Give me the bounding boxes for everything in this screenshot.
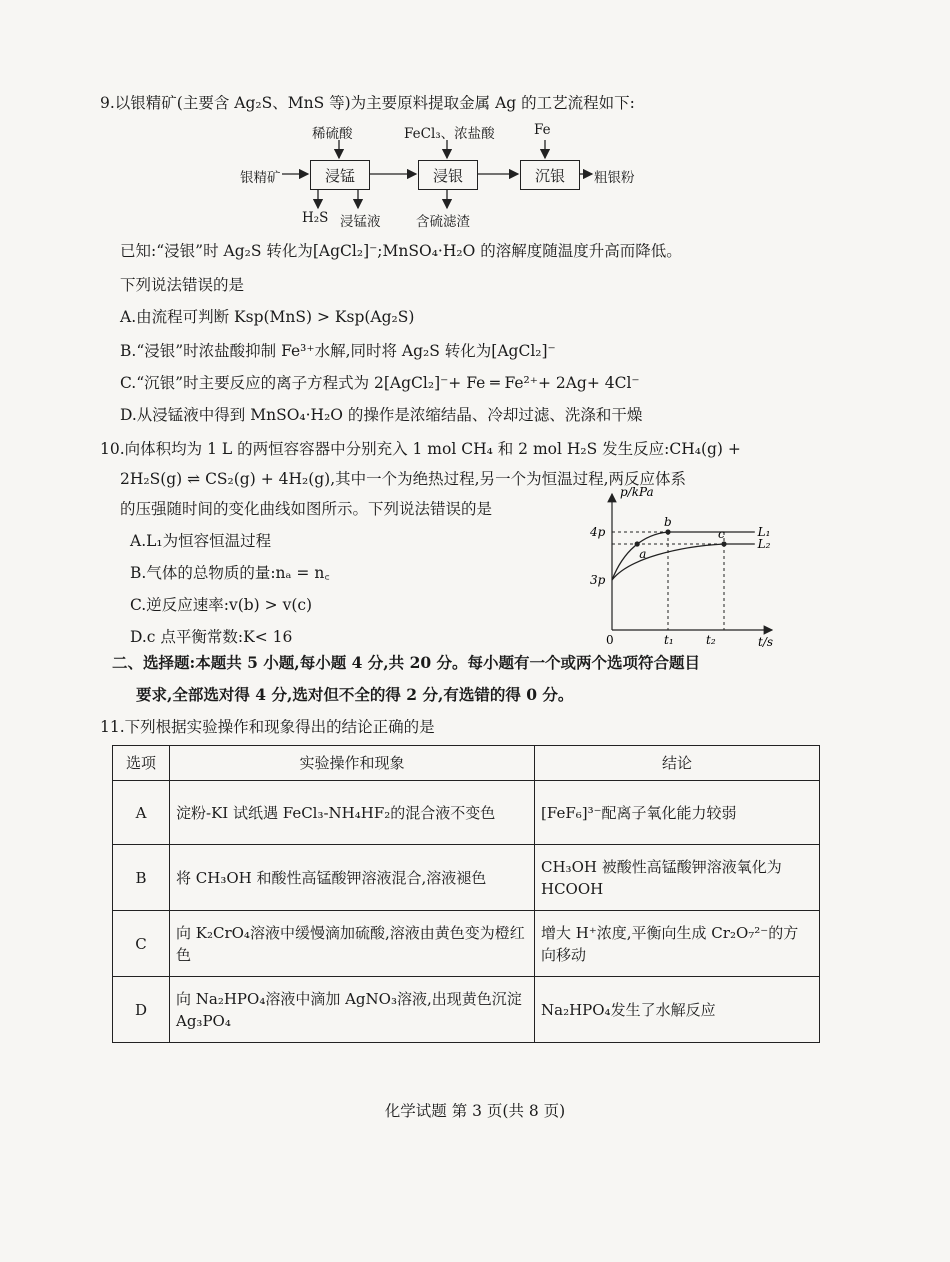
step-leach-ag: 浸银 bbox=[418, 160, 478, 190]
point-label-a: a bbox=[639, 547, 647, 561]
section2-line1: 二、选择题:本题共 5 小题,每小题 4 分,共 20 分。每小题有一个或两个选项符合题目 bbox=[112, 653, 701, 672]
row-a-option: A bbox=[113, 781, 170, 845]
pressure-time-chart bbox=[560, 480, 790, 650]
point-a bbox=[635, 541, 640, 546]
q9-known: 已知:“浸银”时 Ag₂S 转化为[AgCl₂]⁻;MnSO₄·H₂O 的溶解度随温度升高而降低。 bbox=[120, 242, 682, 260]
row-b-conclusion: CH₃OH 被酸性高锰酸钾溶液氧化为 HCOOH bbox=[535, 845, 820, 911]
point-b bbox=[665, 529, 670, 534]
x-tick-0: 0 bbox=[606, 633, 614, 647]
row-a-operation: 淀粉-KI 试纸遇 FeCl₃-NH₄HF₂的混合液不变色 bbox=[170, 781, 535, 845]
q10-line2: 2H₂S(g) ⇌ CS₂(g) + 4H₂(g),其中一个为绝热过程,另一个为恒温过程,两反应体系 bbox=[120, 470, 687, 488]
page-footer: 化学试题 第 3 页(共 8 页) bbox=[384, 1102, 566, 1120]
byproduct-s-residue: 含硫滤渣 bbox=[416, 214, 470, 230]
series-label: L₁ bbox=[757, 525, 771, 539]
series-label: L₂ bbox=[757, 537, 771, 551]
flowchart-arrows bbox=[0, 0, 950, 260]
table-row bbox=[113, 977, 820, 1043]
q9-option-b: B.“浸银”时浓盐酸抑制 Fe³⁺水解,同时将 Ag₂S 转化为[AgCl₂]⁻ bbox=[120, 342, 556, 360]
header-operation: 实验操作和现象 bbox=[170, 746, 535, 781]
row-b-operation: 将 CH₃OH 和酸性高锰酸钾溶液混合,溶液褪色 bbox=[170, 845, 535, 911]
point-label-b: b bbox=[664, 515, 672, 529]
point-label-c: c bbox=[718, 527, 725, 541]
header-conclusion: 结论 bbox=[535, 746, 820, 781]
series-l2-line bbox=[612, 544, 755, 580]
byproduct-mn-liquor: 浸锰液 bbox=[340, 214, 381, 230]
table-header-row bbox=[113, 746, 820, 781]
x-tick-t1: t₁ bbox=[664, 633, 674, 647]
q9-stem: 9.以银精矿(主要含 Ag₂S、MnS 等)为主要原料提取金属 Ag 的工艺流程如下: bbox=[100, 94, 635, 112]
step-leach-mn: 浸锰 bbox=[310, 160, 370, 190]
table-row bbox=[113, 845, 820, 911]
row-c-option: C bbox=[113, 911, 170, 977]
row-c-conclusion: 增大 H⁺浓度,平衡向生成 Cr₂O₇²⁻的方向移动 bbox=[535, 911, 820, 977]
table-row bbox=[113, 781, 820, 845]
row-d-operation: 向 Na₂HPO₄溶液中滴加 AgNO₃溶液,出现黄色沉淀 Ag₃PO₄ bbox=[170, 977, 535, 1043]
q10-option-d: D.c 点平衡常数:K< 16 bbox=[130, 628, 293, 646]
input-silver-ore: 银精矿 bbox=[240, 170, 281, 186]
q9-option-a: A.由流程可判断 Ksp(MnS) > Ksp(Ag₂S) bbox=[120, 308, 415, 326]
byproduct-h2s: H₂S bbox=[302, 210, 329, 226]
x-axis-label: t/s bbox=[758, 635, 774, 649]
q10-option-c: C.逆反应速率:v(b) > v(c) bbox=[130, 596, 313, 614]
row-d-option: D bbox=[113, 977, 170, 1043]
table-row bbox=[113, 911, 820, 977]
q10-line3: 的压强随时间的变化曲线如图所示。下列说法错误的是 bbox=[120, 500, 493, 518]
q9-ask: 下列说法错误的是 bbox=[120, 276, 245, 294]
step-precipitate-ag: 沉银 bbox=[520, 160, 580, 190]
q11-stem: 11.下列根据实验操作和现象得出的结论正确的是 bbox=[100, 718, 435, 736]
row-b-option: B bbox=[113, 845, 170, 911]
reagent-fecl3-hcl: FeCl₃、浓盐酸 bbox=[404, 126, 495, 142]
point-c bbox=[721, 541, 726, 546]
y-tick-4p: 4p bbox=[590, 525, 606, 539]
y-axis-label: p/kPa bbox=[620, 485, 654, 499]
row-c-operation: 向 K₂CrO₄溶液中缓慢滴加硫酸,溶液由黄色变为橙红色 bbox=[170, 911, 535, 977]
q10-option-a: A.L₁为恒容恒温过程 bbox=[130, 532, 272, 550]
q11-table bbox=[112, 745, 820, 1043]
row-a-conclusion: [FeF₆]³⁻配离子氧化能力较弱 bbox=[535, 781, 820, 845]
q9-option-d: D.从浸锰液中得到 MnSO₄·H₂O 的操作是浓缩结晶、冷却过滤、洗涤和干燥 bbox=[120, 406, 643, 424]
x-tick-t2: t₂ bbox=[706, 633, 716, 647]
row-d-conclusion: Na₂HPO₄发生了水解反应 bbox=[535, 977, 820, 1043]
header-option: 选项 bbox=[113, 746, 170, 781]
output-crude-silver: 粗银粉 bbox=[594, 170, 635, 186]
q10-line1: 10.向体积均为 1 L 的两恒容容器中分别充入 1 mol CH₄ 和 2 mol H₂S 发生反应:CH₄(g) + bbox=[100, 440, 741, 458]
y-tick-3p: 3p bbox=[590, 573, 606, 587]
q9-option-c: C.“沉银”时主要反应的离子方程式为 2[AgCl₂]⁻+ Fe ═ Fe²⁺+ 2Ag+ 4Cl⁻ bbox=[120, 374, 640, 392]
reagent-fe: Fe bbox=[534, 122, 551, 138]
reagent-dilute-sulfuric: 稀硫酸 bbox=[312, 126, 353, 142]
section2-line2: 要求,全部选对得 4 分,选对但不全的得 2 分,有选错的得 0 分。 bbox=[136, 685, 574, 704]
series-l1-line bbox=[612, 532, 755, 580]
q10-option-b: B.气体的总物质的量:nₐ = n꜀ bbox=[130, 564, 330, 582]
